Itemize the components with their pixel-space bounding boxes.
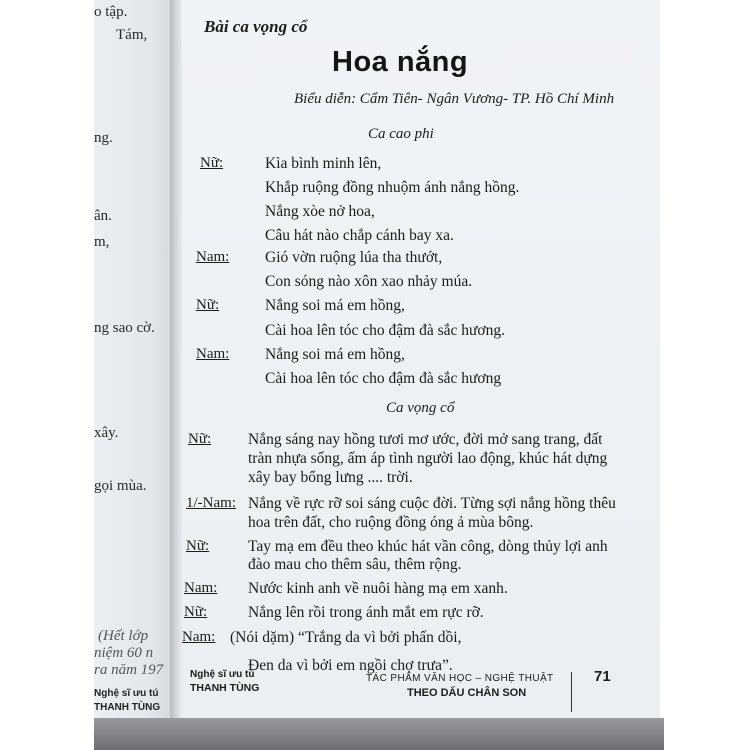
left-fragment: Tám, — [116, 27, 148, 43]
speaker-label: 1/-Nam: — [186, 495, 236, 511]
footer-series: TÁC PHẨM VĂN HỌC – NGHỆ THUẬT — [366, 673, 554, 684]
song-title: Hoa nắng — [332, 46, 469, 78]
left-fragment: ân. — [94, 208, 112, 224]
speaker-label: Nam: — [184, 580, 218, 596]
lyric-line: Cài hoa lên tóc cho đậm đà sắc hương. — [265, 322, 505, 339]
lyric-line: Nắng về rực rỡ soi sáng cuộc đời. Từng sợi nắng hồng thêu — [248, 495, 616, 512]
speaker-label: Nữ: — [186, 538, 210, 554]
speaker-label: Nam: — [196, 249, 230, 265]
speaker-label: Nữ: — [196, 297, 220, 313]
right-page — [182, 0, 660, 722]
speaker-label: Nữ: — [184, 604, 208, 620]
left-fragment: o tập. — [94, 4, 128, 20]
lyric-line: Khắp ruộng đồng nhuộm ánh nắng hồng. — [265, 179, 520, 196]
lyric-line: Gió vờn ruộng lúa tha thướt, — [265, 249, 443, 266]
section-ca-cao-phi: Ca cao phi — [368, 126, 434, 142]
lyric-line: hoa trên đất, cho ruộng đồng óng ả mùa bông. — [248, 514, 534, 531]
performers-line: Biểu diễn: Cẩm Tiên- Ngân Vương- TP. Hồ Chí Minh — [294, 91, 615, 107]
lyric-line: Con sóng nào xôn xao nhảy múa. — [265, 273, 473, 290]
left-fragment: (Hết lớp — [98, 628, 149, 644]
left-fragment: gọi mùa. — [94, 478, 147, 494]
speaker-label: Nam: — [196, 346, 230, 362]
left-page — [94, 0, 176, 720]
speaker-label: Nam: — [182, 629, 216, 645]
lyric-line: Nước kinh anh về nuôi hàng mạ em xanh. — [248, 580, 508, 597]
left-fragment: ng. — [94, 130, 113, 146]
lyric-line: tràn nhựa sống, ấm áp tình người lao động, khúc hát dựng — [248, 450, 608, 467]
page-number: 71 — [594, 668, 611, 685]
page-header: Bài ca vọng cổ — [204, 17, 308, 36]
lyric-line: Nắng sáng nay hồng tươi mơ ước, đời mở sang trang, đất — [248, 431, 603, 448]
left-fragment: xây. — [94, 425, 119, 441]
lyric-line: xây bay bổng lưng .... trời. — [248, 469, 413, 486]
left-footer-author: Nghệ sĩ ưu tú — [94, 688, 159, 699]
lyric-line: Nắng soi má em hồng, — [265, 297, 405, 314]
lyric-line: Nắng xòe nở hoa, — [265, 203, 375, 220]
footer-book-title: THEO DẤU CHÂN SON — [407, 687, 527, 699]
lyric-line: Câu hát nào chắp cánh bay xa. — [265, 227, 454, 244]
speaker-label: Nữ: — [188, 431, 212, 447]
left-fragment: niệm 60 n — [94, 645, 154, 661]
left-fragment: m, — [94, 234, 110, 250]
lyric-line: Đen da vì bởi em ngồi chợ trưa”. — [248, 657, 453, 674]
speaker-label: Nữ: — [200, 155, 224, 171]
lyric-line: Nắng lên rồi trong ánh mắt em rực rỡ. — [248, 604, 484, 621]
footer-divider — [571, 672, 572, 712]
lyric-line: Cài hoa lên tóc cho đậm đà sắc hương — [265, 370, 502, 387]
lyric-line: Nắng soi má em hồng, — [265, 346, 405, 363]
lyric-line: Kìa bình minh lên, — [265, 155, 382, 172]
footer-author-title: Nghệ sĩ ưu tú — [190, 669, 255, 680]
left-footer-name: THANH TÙNG — [94, 702, 161, 713]
page-bottom-shadow — [94, 718, 664, 750]
lyric-line: Tay mạ em đều theo khúc hát vần công, dòng thủy lợi anh — [248, 538, 608, 555]
left-fragment: ra năm 197 — [94, 662, 164, 678]
left-fragment: ng sao cờ. — [94, 320, 155, 336]
lyric-line: đào mau cho thêm sâu, thêm rộng. — [248, 556, 462, 573]
lyric-line: (Nói dặm) “Trắng da vì bởi phấn dồi, — [230, 629, 462, 646]
footer-author-name: THANH TÙNG — [190, 682, 260, 694]
section-ca-vong-co: Ca vọng cổ — [386, 400, 455, 416]
